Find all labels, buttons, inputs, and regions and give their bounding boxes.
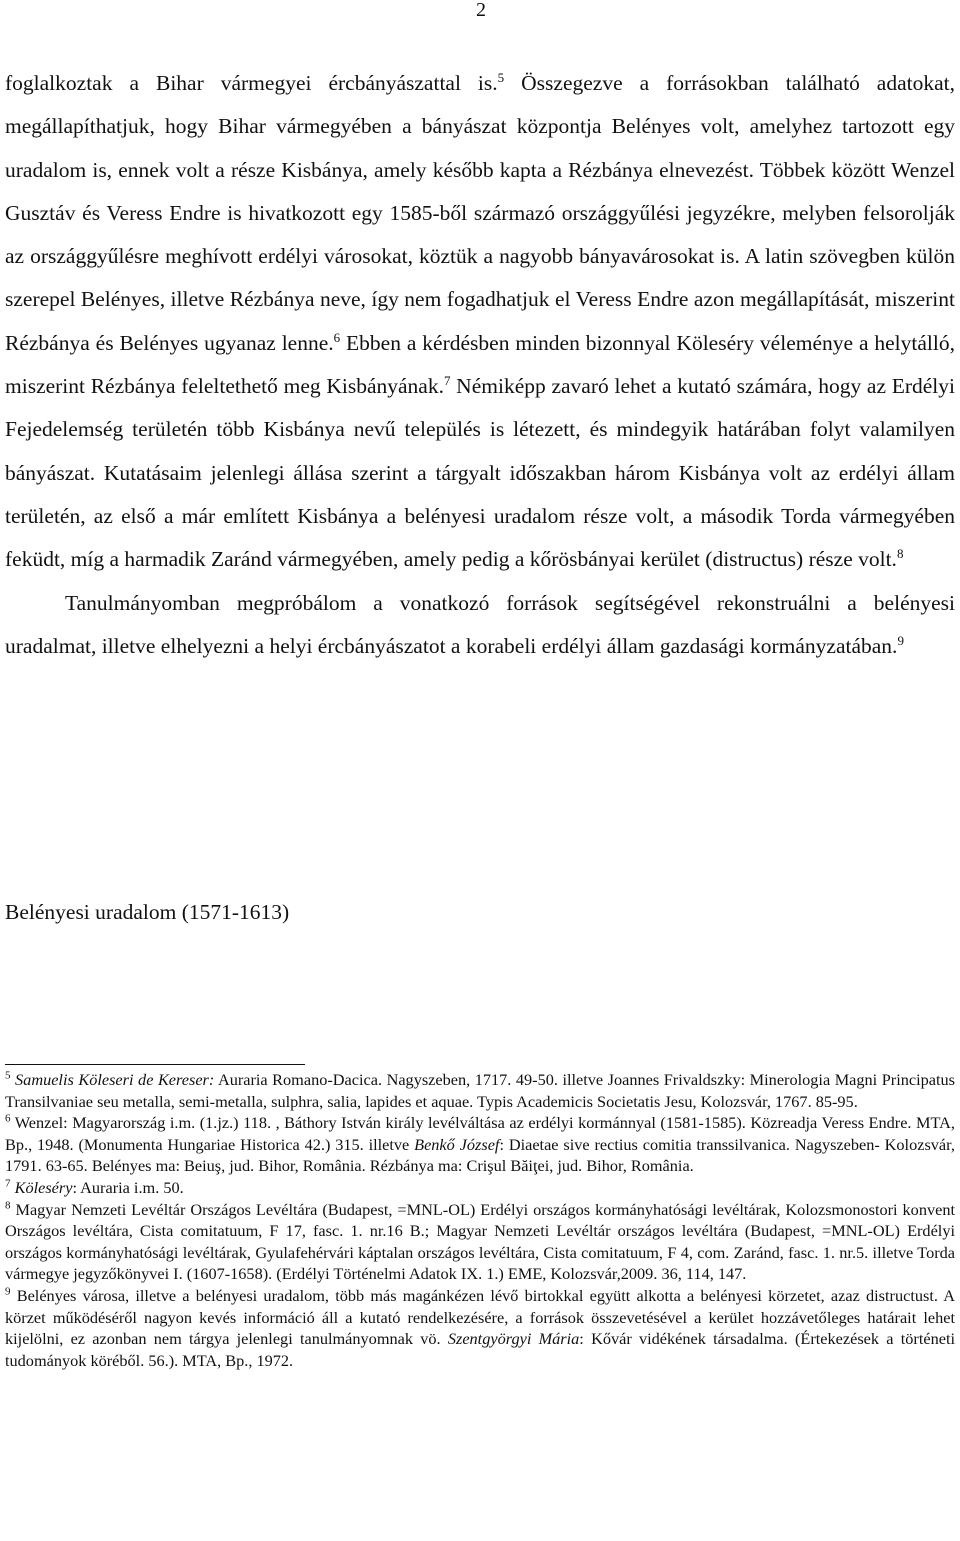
footnote-number: 8 [5, 1199, 11, 1212]
footnote-ref-9: 9 [897, 632, 904, 648]
text-run: Némiképp zavaró lehet a kutató számára, hogy az Erdélyi Fejedelemség területén több Kisbánya nevű település is létezett, és mindegyik határában folyt valamilyen bányászat. Kutatásaim jelenlegi állása szerint a tárgyalt időszakban három Kisbánya volt az erdélyi állam területén, az első a már említett Kisbánya a belényesi uradalom része volt, a második Torda vármegyében feküdt, míg a harmadik Zaránd vármegyében, amely pedig a kőrösbányai kerület (distructus) része volt. [5, 374, 955, 572]
footnote-9 [5, 1285, 955, 1371]
text-run: Ebben a kérdésben minden bizonnyal Köleséry véleménye a helytálló, miszerint Rézbánya feleltethető meg Kisbányának. [5, 330, 955, 399]
footnote-separator [5, 1064, 305, 1065]
footnote-number: 9 [5, 1285, 11, 1298]
footnote-text: Magyar Nemzeti Levéltár Országos Levéltára (Budapest, =MNL-OL) Erdélyi országos kormányhatósági levéltárak, Kolozsmonostori konvent Országos levéltára, Cista comitatuum, F 17, fasc. 1. nr.16 B.; Magyar Nemzeti Levéltár országos levéltára (Budapest, =MNL-OL) Erdélyi országos kormányhatósági levéltárak, Gyulafehérvári káptalan országos levéltára, Cista comitatuum, F 4, com. Zaránd, fasc. 1. nr.5. illetve Torda vármegye jegyzőkönyvei I. (1607-1658). (Erdélyi Történelmi Adatok IX. 1.) EME, Kolozsvár,2009. 36, 114, 147. [5, 1199, 955, 1284]
footnote-author: Szentgyörgyi Mária [447, 1329, 580, 1349]
text-run: foglalkoztak a Bihar vármegyei ércbányászattal is. [5, 71, 498, 95]
footnote-text: : Kővár vidékének társadalma. (Értekezések a történeti tudományok köréből. 56.). MTA, Bp., 1972. [5, 1329, 955, 1370]
text-run: Tanulmányomban megpróbálom a vonatkozó források segítségével rekonstruálni a belényesi uradalmat, illetve elhelyezni a helyi ércbányászatot a korabeli erdélyi állam gazdasági kormányzatában. [5, 590, 955, 658]
footnote-7 [5, 1177, 955, 1199]
footnote-number: 6 [5, 1112, 11, 1125]
footnote-6 [5, 1112, 955, 1177]
footnote-ref-8: 8 [896, 546, 904, 562]
page-number: 2 [476, 0, 486, 21]
footnote-ref-5: 5 [497, 69, 505, 85]
footnote-text: Wenzel: Magyarország i.m. (1.jz.) 118. , Báthory István király levélváltása az erdélyi kormánnyal (1581-1585). Közreadja Veress Endre. MTA, Bp., 1948. (Monumenta Hungariae Historica 42.) 315. illetve [5, 1113, 955, 1154]
footnote-ref-7: 7 [443, 372, 451, 388]
footnote-number: 7 [5, 1177, 11, 1190]
main-text [5, 62, 955, 668]
footnotes [5, 1069, 955, 1371]
footnote-text: : Diaetae sive rectius comitia transsilvanica. Nagyszeben- Kolozsvár, 1791. 63-65. Belényes ma: Beiuş, jud. Bihor, România. Rézbánya ma: Crişul Băiţei, jud. Bihor, România. [5, 1134, 955, 1176]
footnote-text: Belényes városa, illetve a belényesi uradalom, több más magánkézen lévő birtokkal együtt alkotta a belényesi körzetet, azaz distructust. A körzet működéséről nagyon kevés információ áll a kutató rendelkezésére, a források összevetésével a kerület hozzávetőleges határait lehet kijelölni, ez azonban nem tárgya jelenlegi tanulmányomnak vö. [5, 1285, 955, 1349]
footnote-author: Benkő József [414, 1134, 500, 1154]
paragraph-1 [5, 62, 955, 582]
footnote-author: Köleséry [14, 1177, 73, 1197]
section-heading: Belényesi uradalom (1571-1613) [5, 900, 290, 924]
footnote-ref-6: 6 [333, 329, 341, 345]
text-run: Összegezve a forrásokban található adatokat, megállapíthatjuk, hogy Bihar vármegyében a bányászat központja Belényes volt, amelyhez tartozott egy uradalom is, ennek volt a része Kisbánya, amely később kapta a Rézbánya elnevezést. Többek között Wenzel Gusztáv és Veress Endre is hivatkozott egy 1585-ből származó országgyűlési jegyzékre, melyben felsorolják az országgyűlésre meghívott erdélyi városokat, köztük a nagyobb bányavárosokat is. A latin szövegben külön szerepel Belényes, illetve Rézbánya neve, így nem fogadhatjuk el Veress Endre azon megállapítását, miszerint Rézbánya és Belényes ugyanaz lenne. [5, 71, 956, 355]
footnote-author: Samuelis Köleseri de Kereser: [15, 1070, 215, 1089]
footnote-text: : Auraria i.m. 50. [72, 1177, 184, 1197]
footnote-text: Auraria Romano-Dacica. Nagyszeben, 1717. 49-50. illetve Joannes Frivaldszky: Minerologia Magni Principatus Transilvaniae seu metalla, semi-metalla, sulphra, salia, lapides et aquae. Typis Academicis Societatis Jesu, Kolozsvár, 1767. 85-95. [5, 1070, 955, 1111]
paragraph-2 [5, 582, 955, 669]
footnote-number: 5 [5, 1069, 11, 1082]
footnote-5 [5, 1069, 955, 1112]
footnote-8 [5, 1199, 955, 1285]
